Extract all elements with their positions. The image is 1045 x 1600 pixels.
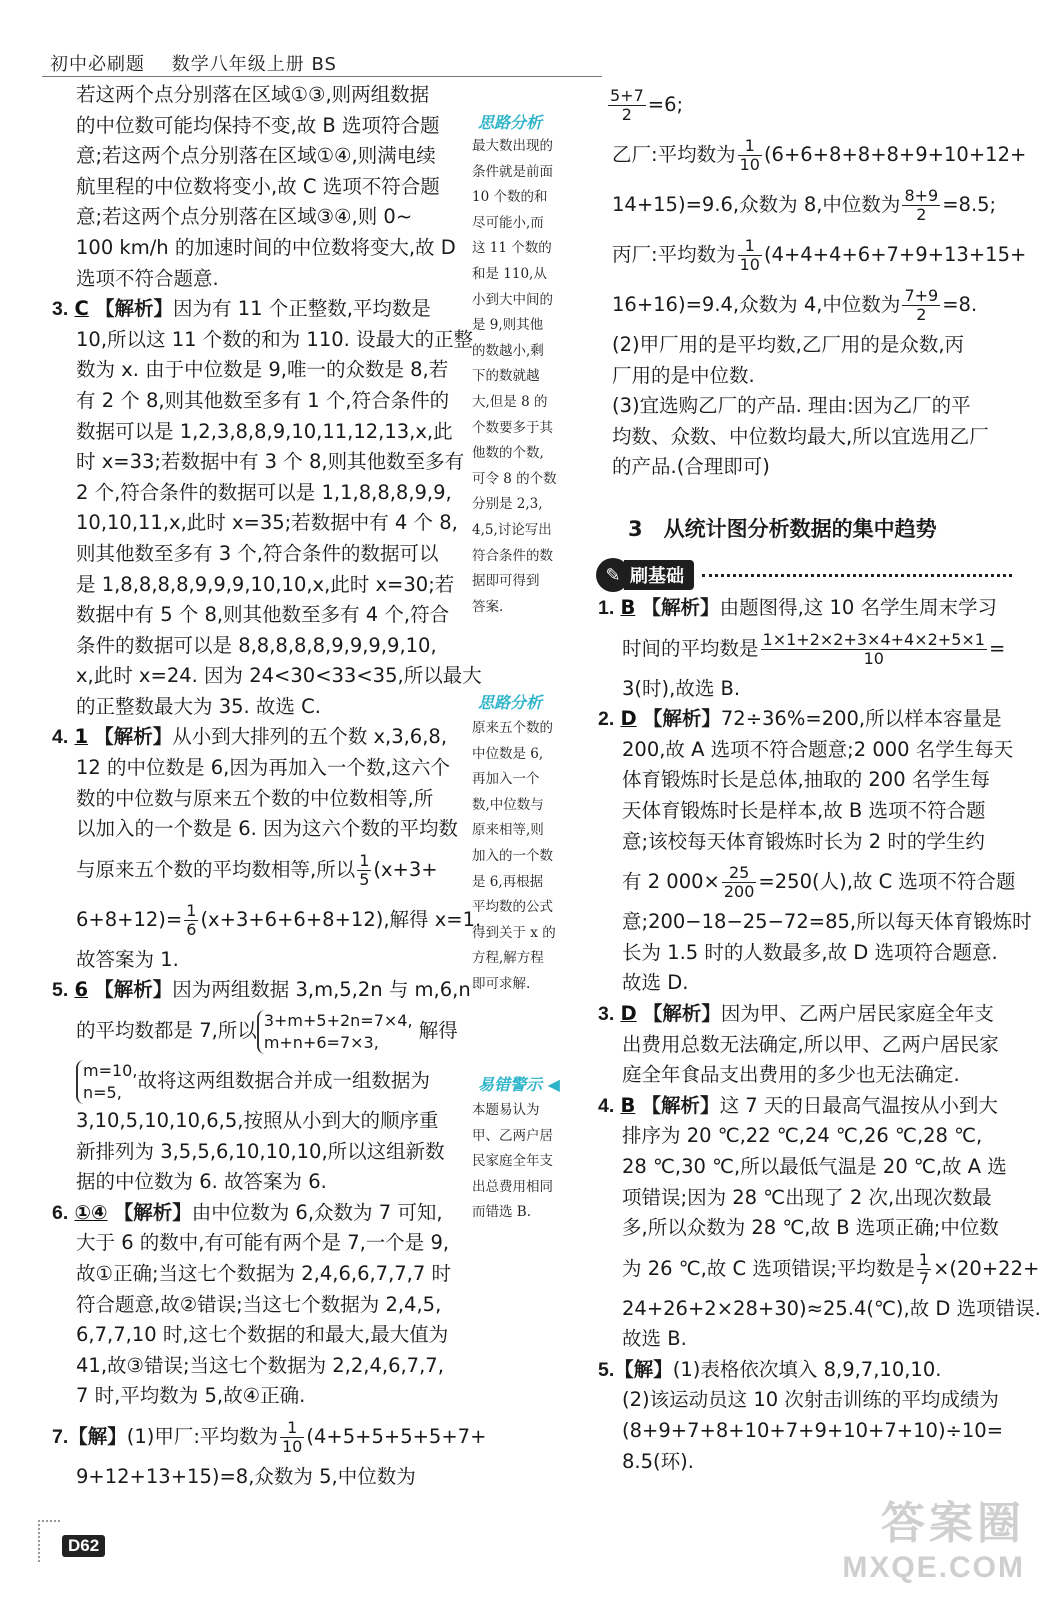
text-line: 符合题意,故②错误;当这七个数据为 2,4,5,	[76, 1292, 442, 1316]
text-line: 10,10,11,x,此时 x=35;若数据中有 4 个 8,	[76, 511, 458, 535]
note-title-1	[478, 110, 542, 133]
formula-line	[52, 1056, 472, 1106]
denominator: 2	[916, 205, 927, 224]
text-segment: =	[988, 636, 1006, 660]
formula-line	[598, 624, 1018, 674]
note-line: 数,中位数与	[472, 796, 544, 813]
formula-line	[598, 130, 1027, 180]
question-number: 5.	[598, 1358, 615, 1381]
text-line: 41,故③错误;当这七个数据为 2,2,4,6,7,7,	[76, 1353, 444, 1377]
note-line: 得到关于 x 的	[472, 924, 556, 941]
text-line: 天体育锻炼时长是样本,故 B 选项不符合题	[622, 798, 986, 822]
note-2	[472, 716, 590, 998]
text-line: 9+12+13+15)=8,众数为 5,中位数为	[76, 1464, 416, 1488]
text-line: 因为甲、乙两户居民家庭全年支	[720, 1001, 994, 1025]
formula-line	[52, 895, 482, 945]
denominator: 2	[621, 105, 632, 124]
note-line: 方程,解方程	[472, 950, 544, 967]
basic-question-2	[598, 704, 1018, 735]
note-line: 4,5,讨论写出	[472, 521, 552, 538]
text-segment: =8.	[942, 293, 978, 316]
text-line: 以加入的一个数是 6. 因为这六个数的平均数	[76, 817, 459, 841]
pen-icon: ✎	[596, 558, 630, 592]
answer: B	[620, 596, 636, 619]
text-line: 时 x=33;若数据中有 3 个 8,则其他数至多有	[76, 450, 465, 474]
note-line: 是 6,再根据	[472, 873, 544, 890]
numerator: 1	[186, 900, 197, 920]
text-line: 数据中有 5 个 8,则其他数至多有 4 个,符合	[76, 603, 450, 627]
text-line: 数为 x. 由于中位数是 9,唯一的众数是 8,若	[76, 358, 449, 382]
text-segment: (4+4+4+6+7+9+13+15+	[763, 243, 1027, 266]
denominator: 10	[739, 255, 760, 274]
question-7	[52, 1412, 487, 1462]
numerator: 8+9	[904, 186, 939, 205]
note-line: 甲、乙两户居	[472, 1127, 553, 1144]
dotted-divider	[702, 574, 1012, 577]
text-line: 项错误;因为 28 ℃出现了 2 次,出现次数最	[622, 1185, 992, 1209]
text-segment: 与原来五个数的平均数相等,所以	[76, 857, 356, 881]
text-line: 3(时),故选 B.	[622, 676, 741, 700]
badge-label: 刷基础	[624, 560, 694, 590]
text-line: 航里程的中位数将变小,故 C 选项不符合题	[76, 174, 440, 198]
note-line: 最大数出现的	[472, 138, 553, 154]
formula-line	[598, 280, 1018, 330]
numerator: 1	[918, 1249, 930, 1269]
text-line: 6,7,7,10 时,这七个数据的和最大,最大值为	[76, 1323, 449, 1347]
denominator: 5	[359, 869, 370, 889]
note-line: 和是 110,从	[472, 265, 547, 282]
note-line: 本题易认为	[472, 1102, 540, 1118]
section-title: 3 从统计图分析数据的集中趋势	[628, 517, 937, 541]
text-line: 的产品.(合理即可)	[612, 455, 770, 479]
note-title-text: 易错警示	[478, 1075, 543, 1094]
text-line: 从小到大排列的五个数 x,3,6,8,	[172, 725, 448, 749]
text-segment: 丙厂:平均数为	[612, 243, 736, 266]
basic-question-1	[598, 593, 1018, 624]
text-line: 故①正确;当这七个数据为 2,4,6,6,7,7,7 时	[76, 1262, 451, 1285]
numerator: 1	[738, 237, 762, 256]
denominator: 10	[739, 155, 760, 174]
denominator: 10	[281, 1436, 303, 1456]
note-line: 可令 8 的个数	[472, 470, 557, 487]
basic-question-3	[598, 999, 1018, 1030]
text-line: 庭全年食品支出费用的多少也无法确定.	[622, 1063, 960, 1087]
answer: 1	[74, 725, 89, 749]
note-line: 尽可能小,而	[472, 214, 544, 231]
text-line: 的正整数最大为 35. 故选 C.	[76, 694, 321, 718]
question-number: 2.	[598, 708, 615, 731]
text-segment: (4+5+5+5+5+7+	[306, 1424, 487, 1448]
page-number: D62	[62, 1535, 105, 1557]
note-line: 加入的一个数	[472, 847, 553, 864]
question-number: 1.	[598, 597, 615, 619]
formula-line	[52, 1006, 472, 1056]
formula-line	[598, 180, 1018, 230]
fraction	[357, 852, 371, 889]
text-line: 是 1,8,8,8,8,9,9,9,10,10,x,此时 x=30;若	[76, 572, 455, 596]
note-line: 的数越小,剩	[472, 342, 544, 359]
corner-decoration	[38, 1520, 60, 1562]
fraction	[738, 237, 762, 274]
text-segment: (x+3+6+6+8+12),解得 x=1.	[200, 907, 482, 931]
question-number: 6.	[52, 1201, 69, 1224]
analysis-tag: 【解析】	[641, 1093, 720, 1117]
text-line: 数据可以是 1,2,3,8,8,9,10,11,12,13,x,此	[76, 419, 453, 443]
numerator: 1	[359, 850, 370, 870]
right-column-top	[598, 80, 1027, 483]
text-line: 故选 D.	[622, 971, 689, 995]
analysis-tag: 【解】	[614, 1357, 673, 1381]
question-number: 3.	[598, 1002, 615, 1025]
note-line: 中位数是 6,	[472, 745, 544, 762]
text-segment: 故将这两组数据合并成一组数据为	[137, 1069, 430, 1093]
text-line: 意;若这两个点分别落在区域①④,则满电续	[76, 144, 436, 168]
fraction	[184, 902, 198, 939]
text-line: 8.5(环).	[622, 1449, 694, 1473]
numerator: 5+7	[610, 86, 644, 105]
question-5	[52, 975, 472, 1006]
note-line: 即可求解.	[472, 975, 531, 992]
text-line: 的中位数可能均保持不变,故 B 选项符合题	[76, 113, 440, 137]
solution-system	[76, 1060, 137, 1104]
text-line: 据的中位数为 6. 故答案为 6.	[76, 1170, 327, 1194]
text-line: 28 ℃,30 ℃,所以最低气温是 20 ℃,故 A 选	[622, 1154, 1007, 1178]
note-title-text: 思路分析	[478, 693, 543, 712]
fraction	[761, 631, 987, 668]
text-line: 选项不符合题意.	[76, 266, 219, 290]
text-segment: (x+3+	[373, 857, 438, 881]
text-segment: 的平均数都是 7,所以	[76, 1019, 257, 1043]
denominator: 200	[723, 882, 755, 902]
text-line: 12 的中位数是 6,因为再加入一个数,这六个	[76, 756, 451, 780]
analysis-tag: 【解析】	[94, 725, 173, 749]
note-line: 10 个数的和	[472, 189, 548, 206]
formula-line	[598, 230, 1027, 280]
fraction	[738, 137, 762, 174]
text-line: 新排列为 3,5,5,6,10,10,10,所以这组新数	[76, 1139, 445, 1163]
text-line: 多,所以众数为 28 ℃,故 B 选项正确;中位数	[622, 1216, 999, 1240]
right-column-bottom	[598, 593, 1041, 1477]
fraction	[917, 1251, 931, 1288]
note-line: 他数的个数,	[472, 445, 544, 462]
note-line: 是 9,则其他	[472, 317, 544, 334]
triangle-left-icon: ◀	[547, 1075, 560, 1094]
denominator: 7	[918, 1268, 930, 1288]
text-segment: 有 2 000×	[622, 870, 720, 894]
note-line: 分别是 2,3,	[472, 496, 543, 513]
text-line: 意;该校每天体育锻炼时长为 2 时的学生约	[622, 829, 985, 853]
note-line: 平均数的公式	[472, 899, 553, 916]
analysis-tag: 【解析】	[94, 297, 173, 321]
question-number: 4.	[52, 726, 69, 749]
denominator: 6	[186, 919, 197, 939]
text-line: 故答案为 1.	[76, 947, 179, 971]
note-line: 原来相等,则	[472, 822, 544, 839]
equation: m=10,	[83, 1060, 138, 1080]
denominator: 10	[863, 648, 884, 668]
equation-system	[257, 1010, 413, 1054]
equation: 3+m+5+2n=7×4,	[263, 1010, 413, 1030]
header-subject: 数学八年级上册	[171, 54, 305, 75]
fraction	[608, 87, 646, 124]
note-line: 个数要多于其	[472, 419, 553, 436]
answer: D	[620, 1001, 637, 1025]
text-line: (2)该运动员这 10 次射击训练的平均成绩为	[622, 1388, 999, 1412]
note-line: 小到大中间的	[472, 291, 553, 308]
text-line: 体育锻炼时长是总体,抽取的 200 名学生每	[622, 768, 990, 792]
equation: m+n+6=7×3,	[263, 1032, 379, 1052]
text-line: (8+9+7+8+10+7+9+10+7+10)÷10=	[622, 1419, 1004, 1443]
basic-question-5	[598, 1355, 1018, 1386]
numerator: 1	[280, 1419, 304, 1438]
text-segment: =250(人),故 C 选项不符合题	[758, 870, 1016, 894]
note-title-2	[478, 690, 542, 713]
question-number: 3.	[52, 298, 69, 321]
text-line: 有 2 个 8,则其他数至多有 1 个,符合条件的	[76, 388, 450, 412]
text-line: 24+26+2×28+30)≈25.4(℃),故 D 选项错误.	[622, 1296, 1041, 1320]
text-line: 2 个,符合条件的数据可以是 1,1,8,8,8,9,9,	[76, 480, 452, 504]
text-segment: 6+8+12)=	[76, 907, 183, 931]
text-segment: 时间的平均数是	[622, 636, 759, 660]
text-line: 条件的数据可以是 8,8,8,8,8,9,9,9,9,10,	[76, 633, 437, 657]
text-segment: 为 26 ℃,故 C 选项错误;平均数是	[622, 1256, 915, 1280]
note-line: 大,但是 8 的	[472, 393, 548, 410]
text-segment: 16+16)=9.4,众数为 4,中位数为	[612, 293, 901, 316]
answer: D	[620, 707, 637, 731]
page-header	[50, 50, 337, 76]
numerator: 25	[722, 864, 757, 883]
text-line: 10,所以这 11 个数的和为 110. 设最大的正整	[76, 327, 474, 351]
note-3	[472, 1098, 590, 1226]
analysis-tag: 【解析】	[642, 1001, 721, 1025]
text-line: 出费用总数无法确定,所以甲、乙两户居民家	[622, 1032, 999, 1056]
text-line: 100 km/h 的加速时间的中位数将变大,故 D	[76, 235, 456, 259]
watermark	[842, 1487, 1025, 1585]
basic-question-4	[598, 1091, 1018, 1122]
text-segment: ×(20+22+	[933, 1256, 1040, 1280]
header-edition: BS	[311, 54, 337, 75]
numerator: 1×1+2×2+3×4+4×2+5×1	[762, 629, 985, 649]
text-line: 长为 1.5 时的人数最多,故 D 选项符合题意.	[622, 940, 998, 964]
question-4	[52, 722, 472, 753]
answer: B	[620, 1093, 636, 1117]
answer: 6	[74, 978, 89, 1002]
analysis-tag: 【解析】	[94, 978, 173, 1002]
text-line: 则其他数至多有 3 个,符合条件的数据可以	[76, 541, 439, 565]
numerator: 1	[738, 137, 762, 156]
text-line: (1)表格依次填入 8,9,7,10,10.	[672, 1357, 942, 1381]
note-line: 民家庭全年支	[472, 1153, 553, 1170]
formula-line	[598, 1244, 1040, 1294]
analysis-tag: 【解析】	[113, 1200, 192, 1224]
question-number: 4.	[598, 1094, 615, 1117]
note-line: 据即可得到	[472, 573, 540, 590]
text-segment: 乙厂:平均数为	[612, 143, 736, 166]
header-series: 初中必刷题	[50, 54, 145, 75]
analysis-tag: 【解析】	[642, 707, 721, 731]
watermark-top: 答案圈	[881, 1499, 1025, 1548]
text-line: 因为有 11 个正整数,平均数是	[173, 297, 431, 321]
note-line: 条件就是前面	[472, 163, 553, 180]
note-line: 这 11 个数的	[472, 240, 552, 257]
note-line: 符合条件的数	[472, 547, 553, 564]
text-line: 由题图得,这 10 名学生周末学习	[719, 596, 997, 619]
note-line: 原来五个数的	[472, 720, 553, 736]
text-segment: (1)甲厂:平均数为	[126, 1424, 278, 1448]
fraction	[280, 1419, 304, 1456]
note-title-3	[478, 1072, 560, 1095]
text-line: 厂用的是中位数.	[612, 363, 755, 387]
numerator: 7+9	[904, 286, 939, 305]
note-title-text: 思路分析	[478, 113, 543, 132]
text-line: 故选 B.	[622, 1327, 687, 1351]
text-segment: (6+6+8+8+8+9+10+12+	[763, 143, 1027, 166]
text-line: x,此时 x=24. 因为 24<30<33<35,所以最大	[76, 664, 482, 688]
text-line: 意;200−18−25−72=85,所以每天体育锻炼时	[622, 910, 1032, 934]
text-segment: =8.5;	[942, 193, 997, 216]
header-rule	[42, 76, 602, 77]
answer: C	[74, 297, 89, 321]
text-line: 这 7 天的日最高气温按从小到大	[719, 1093, 998, 1117]
formula-line	[598, 857, 1018, 907]
text-line: 200,故 A 选项不符合题意;2 000 名学生每天	[622, 737, 1014, 761]
left-column	[52, 80, 487, 1493]
question-number: 7.	[52, 1425, 69, 1448]
text-line: 意;若这两个点分别落在区域③④,则 0~	[76, 205, 413, 229]
text-line: 排序为 20 ℃,22 ℃,24 ℃,26 ℃,28 ℃,	[622, 1124, 983, 1148]
fraction	[722, 864, 757, 901]
practice-badge	[596, 560, 1012, 590]
text-line: 均数、众数、中位数均最大,所以宜选用乙厂	[612, 424, 989, 448]
question-number: 5.	[52, 979, 69, 1002]
text-segment: 解得	[418, 1019, 458, 1043]
question-3	[52, 294, 472, 325]
fraction	[902, 287, 940, 324]
text-line: 数的中位数与原来五个数的中位数相等,所	[76, 786, 434, 810]
text-line: 由中位数为 6,众数为 7 可知,	[191, 1200, 443, 1224]
text-segment: 14+15)=9.6,众数为 8,中位数为	[612, 193, 901, 216]
formula-line	[52, 845, 472, 895]
text-line: 3,10,5,10,10,6,5,按照从小到大的顺序重	[76, 1109, 439, 1133]
note-line: 答案.	[472, 598, 504, 615]
text-line: (3)宜选购乙厂的产品. 理由:因为乙厂的平	[612, 394, 971, 418]
question-6	[52, 1198, 472, 1229]
analysis-tag: 【解】	[68, 1424, 127, 1448]
note-1	[472, 134, 590, 620]
text-segment: =6;	[647, 93, 684, 116]
text-line: 7 时,平均数为 5,故④正确.	[76, 1384, 306, 1408]
text-line: 若这两个点分别落在区域①③,则两组数据	[76, 83, 430, 106]
text-line: 72÷36%=200,所以样本容量是	[720, 707, 1002, 731]
note-line: 再加入一个	[472, 771, 540, 788]
text-line: 大于 6 的数中,有可能有两个是 7,一个是 9,	[76, 1231, 450, 1255]
text-line: 因为两组数据 3,m,5,2n 与 m,6,n	[172, 978, 471, 1002]
denominator: 2	[916, 305, 927, 324]
note-line: 而错选 B.	[472, 1204, 532, 1221]
fraction	[902, 187, 940, 224]
text-line: (2)甲厂用的是平均数,乙厂用的是众数,丙	[612, 333, 965, 356]
formula-line	[598, 80, 1018, 130]
analysis-tag: 【解析】	[641, 596, 720, 619]
note-line: 下的数就越	[472, 368, 540, 385]
equation: n=5,	[83, 1082, 122, 1102]
watermark-bottom: MXQE.COM	[842, 1551, 1025, 1584]
note-line: 出总费用相同	[472, 1178, 553, 1195]
answer: ①④	[74, 1200, 108, 1224]
